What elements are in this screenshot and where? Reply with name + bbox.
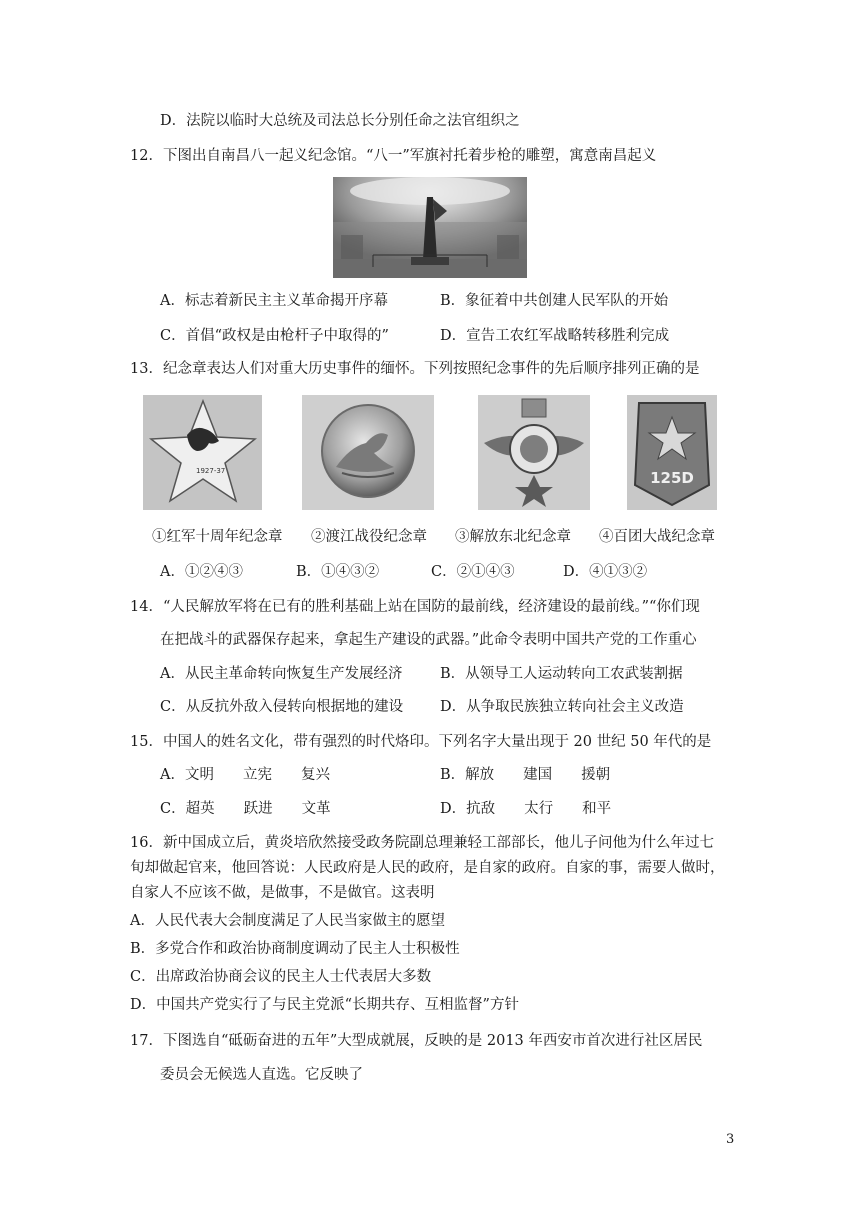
q14-stem-line2: 在把战斗的武器保存起来，拿起生产建设的武器。”此命令表明中国共产党的工作重心 bbox=[160, 632, 697, 648]
medal-caption-3: ③解放东北纪念章 bbox=[455, 529, 571, 545]
q16-option-b: B．多党合作和政治协商制度调动了民主人士积极性 bbox=[130, 941, 460, 957]
q16-option-d: D．中国共产党实行了与民主党派“长期共存、互相监督”方针 bbox=[130, 997, 519, 1013]
q16-stem-line3: 自家人不应该不做，是做事，不是做官。这表明 bbox=[130, 885, 435, 901]
q16-option-c: C．出席政治协商会议的民主人士代表居大多数 bbox=[130, 969, 432, 985]
q14-option-a: A．从民主革命转向恢复生产发展经济 bbox=[160, 666, 403, 682]
medal-northeast-image bbox=[478, 395, 590, 510]
q14-option-c: C．从反抗外敌入侵转向根据地的建设 bbox=[160, 699, 404, 715]
nanchang-memorial-image bbox=[333, 177, 527, 278]
q16-stem-line2: 旬却做起官来，他回答说：人民政府是人民的政府，是自家的政府。自家的事，需要人做时， bbox=[130, 860, 725, 876]
medal-caption-2: ②渡江战役纪念章 bbox=[311, 529, 427, 545]
medal-river-crossing-photo bbox=[302, 395, 434, 510]
medal-river-crossing-image bbox=[302, 395, 434, 510]
medal-red-army-year: 1927-37 bbox=[196, 467, 226, 475]
q15-option-d: D．抗敌 太行 和平 bbox=[440, 801, 612, 817]
q12-stem: 12．下图出自南昌八一起义纪念馆。“八一”军旗衬托着步枪的雕塑，寓意南昌起义 bbox=[130, 148, 657, 164]
q13-option-b: B．①④③② bbox=[296, 564, 380, 580]
medal-red-army-image bbox=[143, 395, 262, 510]
q15-option-c: C．超英 跃进 文革 bbox=[160, 801, 331, 817]
page-number: 3 bbox=[726, 1132, 735, 1147]
q17-stem-line1: 17．下图选自“砥砺奋进的五年”大型成就展，反映的是 2013 年西安市首次进行社区居民 bbox=[130, 1033, 703, 1049]
q13-stem: 13．纪念章表达人们对重大历史事件的缅怀。下列按照纪念事件的先后顺序排列正确的是 bbox=[130, 361, 700, 377]
medal-northeast-photo bbox=[478, 395, 590, 510]
q13-option-c: C．②①④③ bbox=[431, 564, 515, 580]
q17-stem-line2: 委员会无候选人直选。它反映了 bbox=[160, 1067, 363, 1083]
medal-red-army-photo bbox=[143, 395, 262, 510]
q16-stem-line1: 16．新中国成立后，黄炎培欣然接受政务院副总理兼轻工部部长，他儿子问他为什么年过七 bbox=[130, 835, 714, 851]
q15-option-a: A．文明 立宪 复兴 bbox=[160, 767, 330, 783]
q14-option-b: B．从领导工人运动转向工农武装割据 bbox=[440, 666, 683, 682]
q16-option-a: A．人民代表大会制度满足了人民当家做主的愿望 bbox=[130, 913, 445, 929]
q13-option-d: D．④①③② bbox=[563, 564, 648, 580]
q11-option-d: D．法院以临时大总统及司法总长分别任命之法官组织之 bbox=[160, 113, 520, 129]
medal-hundred-regiments-photo bbox=[627, 395, 717, 510]
q12-option-d: D．宣告工农红军战略转移胜利完成 bbox=[440, 328, 670, 344]
q14-stem-line1: 14．“人民解放军将在已有的胜利基础上站在国防的最前线，经济建设的最前线。”“你们现 bbox=[130, 599, 700, 615]
q15-stem: 15．中国人的姓名文化，带有强烈的时代烙印。下列名字大量出现于 20 世纪 50 年代的是 bbox=[130, 734, 712, 750]
q13-option-a: A．①②④③ bbox=[160, 564, 243, 580]
medal-hundred-regiments-label: 125D bbox=[650, 469, 694, 487]
q15-option-b: B．解放 建国 援朝 bbox=[440, 767, 611, 783]
q12-option-c: C．首倡“政权是由枪杆子中取得的” bbox=[160, 328, 389, 344]
medal-caption-1: ①红军十周年纪念章 bbox=[152, 529, 283, 545]
q14-option-d: D．从争取民族独立转向社会主义改造 bbox=[440, 699, 684, 715]
medal-caption-4: ④百团大战纪念章 bbox=[599, 529, 715, 545]
medal-hundred-regiments-image bbox=[627, 395, 717, 510]
nanchang-memorial-photo bbox=[333, 177, 527, 278]
q12-option-a: A．标志着新民主主义革命揭开序幕 bbox=[160, 293, 388, 309]
q12-option-b: B．象征着中共创建人民军队的开始 bbox=[440, 293, 669, 309]
